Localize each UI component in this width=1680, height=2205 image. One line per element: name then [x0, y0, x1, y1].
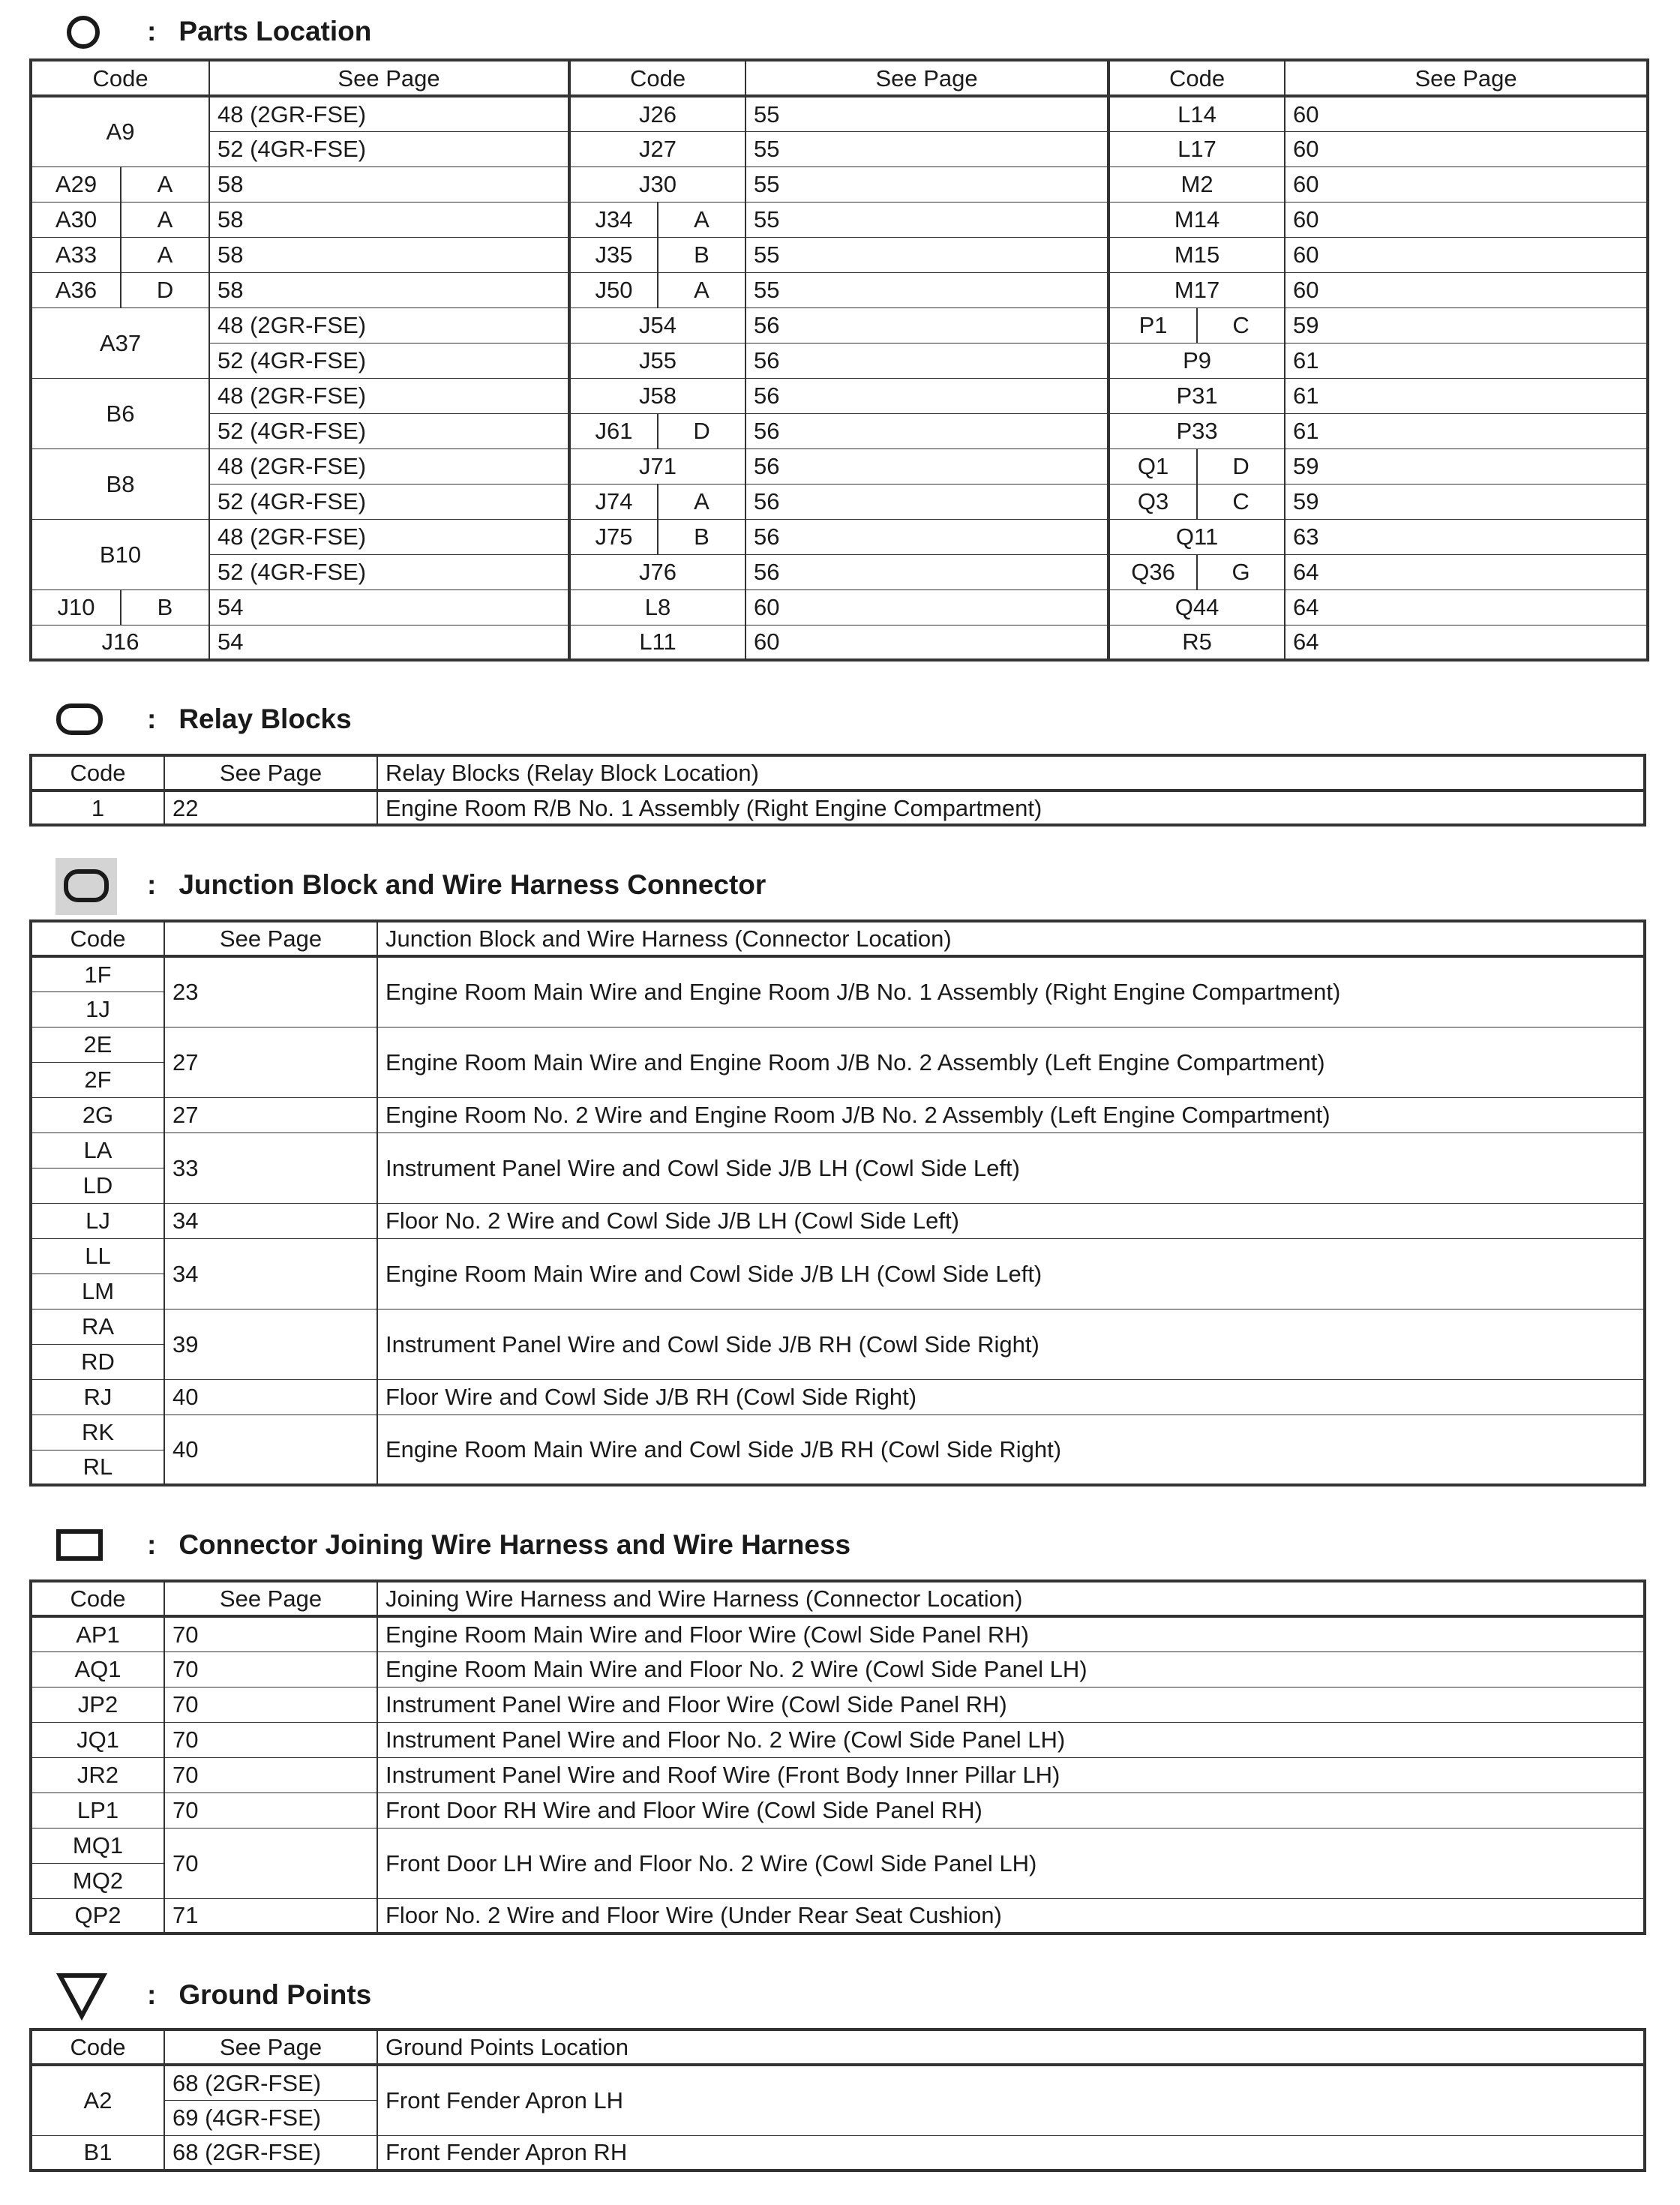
code-cell: A2: [31, 2065, 164, 2135]
description-cell: Engine Room Main Wire and Cowl Side J/B LH (Cowl Side Left): [377, 1238, 1645, 1309]
page-cell: 27: [164, 1097, 377, 1132]
code-cell: M15: [1108, 237, 1285, 272]
code-cell: 1F: [31, 956, 164, 992]
description-cell: Front Fender Apron LH: [377, 2065, 1645, 2135]
header-code: Code: [31, 921, 164, 956]
table-row: [31, 1687, 1645, 1722]
description-cell: Instrument Panel Wire and Cowl Side J/B LH (Cowl Side Left): [377, 1132, 1645, 1203]
connector-joining-table: [29, 1580, 1646, 1935]
ground-points-table: [29, 2028, 1646, 2172]
table-row: [31, 1203, 1645, 1238]
description-cell: Engine Room No. 2 Wire and Engine Room J/B No. 2 Assembly (Left Engine Compartment): [377, 1097, 1645, 1132]
header-see-page: See Page: [164, 755, 377, 790]
page-cell: 64: [1285, 590, 1648, 625]
table-row: [31, 956, 1645, 992]
page-cell: 55: [746, 131, 1108, 166]
rectangle-icon: [56, 1528, 104, 1562]
page-cell: 40: [164, 1379, 377, 1414]
code-cell: L8: [569, 590, 746, 625]
description-cell: Engine Room Main Wire and Floor No. 2 Wire (Cowl Side Panel LH): [377, 1652, 1645, 1687]
page-cell: 52 (4GR-FSE): [209, 413, 569, 448]
code-cell: Q44: [1108, 590, 1285, 625]
code-cell: RA: [31, 1309, 164, 1344]
code-cell: M2: [1108, 166, 1285, 202]
table-row: [31, 378, 1648, 413]
code-cell: JP2: [31, 1687, 164, 1722]
colon: :: [147, 1979, 157, 2010]
header-see-page: See Page: [746, 60, 1108, 96]
code-cell: AQ1: [31, 1652, 164, 1687]
page-cell: 64: [1285, 554, 1648, 590]
connector-letter-cell: A: [121, 166, 209, 202]
header-see-page: See Page: [164, 2030, 377, 2065]
table-row: [31, 484, 1648, 519]
code-cell: P1: [1108, 308, 1197, 343]
page-cell: 69 (4GR-FSE): [164, 2100, 377, 2135]
code-cell: RL: [31, 1450, 164, 1485]
connector-letter-cell: G: [1197, 554, 1285, 590]
code-cell: RK: [31, 1414, 164, 1450]
page-cell: 61: [1285, 378, 1648, 413]
description-cell: Engine Room Main Wire and Cowl Side J/B RH (Cowl Side Right): [377, 1414, 1645, 1485]
page-cell: 52 (4GR-FSE): [209, 554, 569, 590]
connector-letter-cell: B: [121, 590, 209, 625]
table-row: [31, 202, 1648, 237]
page-cell: 70: [164, 1687, 377, 1722]
page-cell: 48 (2GR-FSE): [209, 96, 569, 131]
code-cell: J71: [569, 448, 746, 484]
code-cell: B8: [31, 448, 209, 519]
table-row: [31, 237, 1648, 272]
header-code: Code: [1108, 60, 1285, 96]
code-cell: J76: [569, 554, 746, 590]
code-cell: 2F: [31, 1062, 164, 1097]
connector-letter-cell: A: [658, 484, 746, 519]
page-cell: 56: [746, 378, 1108, 413]
code-cell: J61: [569, 413, 658, 448]
table-row: [31, 2135, 1645, 2170]
connector-letter-cell: C: [1197, 308, 1285, 343]
code-cell: M14: [1108, 202, 1285, 237]
code-cell: J30: [569, 166, 746, 202]
page-cell: 58: [209, 237, 569, 272]
table-row: [31, 1379, 1645, 1414]
code-cell: J35: [569, 237, 658, 272]
page-cell: 68 (2GR-FSE): [164, 2065, 377, 2100]
connector-letter-cell: B: [658, 519, 746, 554]
connector-letter-cell: D: [1197, 448, 1285, 484]
code-cell: J34: [569, 202, 658, 237]
description-cell: Engine Room Main Wire and Floor Wire (Cowl Side Panel RH): [377, 1616, 1645, 1652]
table-row: [31, 96, 1648, 131]
page-cell: 60: [1285, 272, 1648, 308]
colon: :: [147, 869, 157, 900]
code-cell: P33: [1108, 413, 1285, 448]
header-description: Joining Wire Harness and Wire Harness (Connector Location): [377, 1581, 1645, 1616]
description-cell: Front Door RH Wire and Floor Wire (Cowl Side Panel RH): [377, 1792, 1645, 1828]
rounded-rect-icon: [56, 703, 104, 736]
page-cell: 54: [209, 590, 569, 625]
description-cell: Floor Wire and Cowl Side J/B RH (Cowl Side Right): [377, 1379, 1645, 1414]
page-cell: 70: [164, 1757, 377, 1792]
page-cell: 56: [746, 484, 1108, 519]
page-cell: 52 (4GR-FSE): [209, 484, 569, 519]
table-row: [31, 308, 1648, 343]
code-cell: Q1: [1108, 448, 1197, 484]
connector-letter-cell: A: [658, 202, 746, 237]
connector-letter-cell: A: [121, 237, 209, 272]
junction-block-table: [29, 920, 1646, 1486]
page-cell: 52 (4GR-FSE): [209, 343, 569, 378]
parts-location-table: [29, 58, 1649, 662]
page-cell: 60: [1285, 166, 1648, 202]
page-cell: 56: [746, 519, 1108, 554]
code-cell: J75: [569, 519, 658, 554]
code-cell: 2E: [31, 1027, 164, 1062]
page-cell: 55: [746, 202, 1108, 237]
code-cell: A9: [31, 96, 209, 166]
page-cell: 58: [209, 272, 569, 308]
code-cell: LM: [31, 1274, 164, 1309]
page-cell: 61: [1285, 343, 1648, 378]
table-row: [31, 554, 1648, 590]
table-row: [31, 1757, 1645, 1792]
code-cell: P31: [1108, 378, 1285, 413]
page-cell: 60: [746, 590, 1108, 625]
header-code: Code: [31, 1581, 164, 1616]
page-cell: 60: [1285, 96, 1648, 131]
page-cell: 61: [1285, 413, 1648, 448]
connector-joining-title: [105, 1524, 850, 1566]
code-cell: MQ1: [31, 1828, 164, 1863]
connector-letter-cell: C: [1197, 484, 1285, 519]
page-cell: 40: [164, 1414, 377, 1485]
table-row: [31, 519, 1648, 554]
page-cell: 58: [209, 202, 569, 237]
table-row: [31, 2065, 1645, 2100]
section-title: Connector Joining Wire Harness and Wire Harness: [178, 1529, 851, 1560]
page-cell: 23: [164, 956, 377, 1027]
description-cell: Engine Room Main Wire and Engine Room J/B No. 1 Assembly (Right Engine Compartment): [377, 956, 1645, 1027]
connector-letter-cell: B: [658, 237, 746, 272]
header-see-page: See Page: [1285, 60, 1648, 96]
page-cell: 70: [164, 1792, 377, 1828]
table-row: [31, 1792, 1645, 1828]
page-cell: 60: [1285, 202, 1648, 237]
code-cell: A36: [31, 272, 121, 308]
page-cell: 34: [164, 1203, 377, 1238]
table-row: [31, 1414, 1645, 1450]
page-cell: 60: [1285, 131, 1648, 166]
page-cell: 59: [1285, 448, 1648, 484]
header-see-page: See Page: [164, 1581, 377, 1616]
code-cell: J54: [569, 308, 746, 343]
page-cell: 48 (2GR-FSE): [209, 519, 569, 554]
table-row: [31, 790, 1645, 825]
code-cell: J55: [569, 343, 746, 378]
table-row: [31, 1722, 1645, 1757]
code-cell: LP1: [31, 1792, 164, 1828]
code-cell: J58: [569, 378, 746, 413]
description-cell: Front Fender Apron RH: [377, 2135, 1645, 2170]
circle-icon: [64, 14, 102, 51]
code-cell: M17: [1108, 272, 1285, 308]
colon: :: [147, 16, 157, 46]
section-title: Relay Blocks: [178, 704, 352, 734]
code-cell: J16: [31, 625, 209, 660]
page-cell: 55: [746, 96, 1108, 131]
code-cell: J50: [569, 272, 658, 308]
code-cell: 1J: [31, 992, 164, 1027]
table-row: [31, 448, 1648, 484]
code-cell: JR2: [31, 1757, 164, 1792]
table-row: [31, 1652, 1645, 1687]
code-cell: QP2: [31, 1898, 164, 1934]
page-cell: 56: [746, 413, 1108, 448]
code-cell: R5: [1108, 625, 1285, 660]
code-cell: LD: [31, 1168, 164, 1203]
code-cell: A33: [31, 237, 121, 272]
code-cell: LA: [31, 1132, 164, 1168]
code-cell: Q3: [1108, 484, 1197, 519]
description-cell: Instrument Panel Wire and Floor Wire (Cowl Side Panel RH): [377, 1687, 1645, 1722]
page-cell: 56: [746, 554, 1108, 590]
page-cell: 60: [746, 625, 1108, 660]
code-cell: J10: [31, 590, 121, 625]
page-cell: 27: [164, 1027, 377, 1097]
table-row: [31, 1309, 1645, 1344]
page-cell: 55: [746, 272, 1108, 308]
junction-block-title: [105, 864, 766, 906]
table-row: [31, 625, 1648, 660]
table-row: [31, 131, 1648, 166]
connector-letter-cell: A: [658, 272, 746, 308]
parts-location-title: [105, 10, 371, 52]
description-cell: Floor No. 2 Wire and Cowl Side J/B LH (Cowl Side Left): [377, 1203, 1645, 1238]
code-cell: RD: [31, 1344, 164, 1379]
table-row: [31, 166, 1648, 202]
page-cell: 70: [164, 1828, 377, 1898]
connector-letter-cell: D: [121, 272, 209, 308]
table-row: [31, 590, 1648, 625]
table-row: [31, 1828, 1645, 1863]
section-title: Junction Block and Wire Harness Connector: [178, 869, 766, 900]
header-description: Ground Points Location: [377, 2030, 1645, 2065]
description-cell: Floor No. 2 Wire and Floor Wire (Under Rear Seat Cushion): [377, 1898, 1645, 1934]
table-row: [31, 1616, 1645, 1652]
code-cell: AP1: [31, 1616, 164, 1652]
code-cell: JQ1: [31, 1722, 164, 1757]
description-cell: Instrument Panel Wire and Roof Wire (Front Body Inner Pillar LH): [377, 1757, 1645, 1792]
page-cell: 60: [1285, 237, 1648, 272]
relay-blocks-title: [105, 698, 352, 740]
code-cell: J26: [569, 96, 746, 131]
page-cell: 59: [1285, 484, 1648, 519]
code-cell: RJ: [31, 1379, 164, 1414]
header-description: Relay Blocks (Relay Block Location): [377, 755, 1645, 790]
page-cell: 54: [209, 625, 569, 660]
header-code: Code: [31, 60, 209, 96]
description-cell: Engine Room R/B No. 1 Assembly (Right Engine Compartment): [377, 790, 1645, 825]
relay-blocks-table: [29, 754, 1646, 826]
code-cell: B1: [31, 2135, 164, 2170]
header-code: Code: [31, 2030, 164, 2065]
header-description: Junction Block and Wire Harness (Connector Location): [377, 921, 1645, 956]
table-row: [31, 1027, 1645, 1062]
description-cell: Instrument Panel Wire and Cowl Side J/B RH (Cowl Side Right): [377, 1309, 1645, 1379]
rounded-rect-icon: [63, 868, 110, 903]
code-cell: A30: [31, 202, 121, 237]
page-cell: 52 (4GR-FSE): [209, 131, 569, 166]
colon: :: [147, 1529, 157, 1560]
connector-letter-cell: A: [121, 202, 209, 237]
page-cell: 56: [746, 308, 1108, 343]
ground-points-title: [105, 1974, 371, 2016]
code-cell: J27: [569, 131, 746, 166]
description-cell: Instrument Panel Wire and Floor No. 2 Wire (Cowl Side Panel LH): [377, 1722, 1645, 1757]
page-cell: 70: [164, 1652, 377, 1687]
page-cell: 63: [1285, 519, 1648, 554]
code-cell: MQ2: [31, 1863, 164, 1898]
page-cell: 22: [164, 790, 377, 825]
page-cell: 55: [746, 166, 1108, 202]
code-cell: P9: [1108, 343, 1285, 378]
page-cell: 34: [164, 1238, 377, 1309]
header-see-page: See Page: [209, 60, 569, 96]
header-code: Code: [569, 60, 746, 96]
code-cell: L11: [569, 625, 746, 660]
page-cell: 33: [164, 1132, 377, 1203]
page-cell: 48 (2GR-FSE): [209, 448, 569, 484]
description-cell: Front Door LH Wire and Floor No. 2 Wire (Cowl Side Panel LH): [377, 1828, 1645, 1898]
page-cell: 48 (2GR-FSE): [209, 308, 569, 343]
section-title: Parts Location: [178, 16, 372, 46]
table-row: [31, 272, 1648, 308]
page-cell: 56: [746, 343, 1108, 378]
code-cell: LJ: [31, 1203, 164, 1238]
page-cell: 71: [164, 1898, 377, 1934]
page-cell: 64: [1285, 625, 1648, 660]
page-cell: 58: [209, 166, 569, 202]
page-cell: 59: [1285, 308, 1648, 343]
header-code: Code: [31, 755, 164, 790]
page-cell: 55: [746, 237, 1108, 272]
page-cell: 70: [164, 1722, 377, 1757]
code-cell: B10: [31, 519, 209, 590]
table-row: [31, 343, 1648, 378]
page-cell: 56: [746, 448, 1108, 484]
code-cell: A37: [31, 308, 209, 378]
triangle-icon: [56, 1971, 108, 2020]
header-see-page: See Page: [164, 921, 377, 956]
code-cell: L17: [1108, 131, 1285, 166]
page-cell: 39: [164, 1309, 377, 1379]
page-cell: 68 (2GR-FSE): [164, 2135, 377, 2170]
colon: :: [147, 704, 157, 734]
table-row: [31, 413, 1648, 448]
code-cell: Q11: [1108, 519, 1285, 554]
code-cell: J74: [569, 484, 658, 519]
table-row: [31, 1898, 1645, 1934]
table-row: [31, 1238, 1645, 1274]
code-cell: L14: [1108, 96, 1285, 131]
table-row: [31, 1097, 1645, 1132]
page-cell: 48 (2GR-FSE): [209, 378, 569, 413]
code-cell: LL: [31, 1238, 164, 1274]
code-cell: 1: [31, 790, 164, 825]
page-cell: 70: [164, 1616, 377, 1652]
description-cell: Engine Room Main Wire and Engine Room J/B No. 2 Assembly (Left Engine Compartment): [377, 1027, 1645, 1097]
code-cell: Q36: [1108, 554, 1197, 590]
code-cell: B6: [31, 378, 209, 448]
section-title: Ground Points: [178, 1979, 372, 2010]
connector-letter-cell: D: [658, 413, 746, 448]
code-cell: A29: [31, 166, 121, 202]
table-row: [31, 1132, 1645, 1168]
code-cell: 2G: [31, 1097, 164, 1132]
